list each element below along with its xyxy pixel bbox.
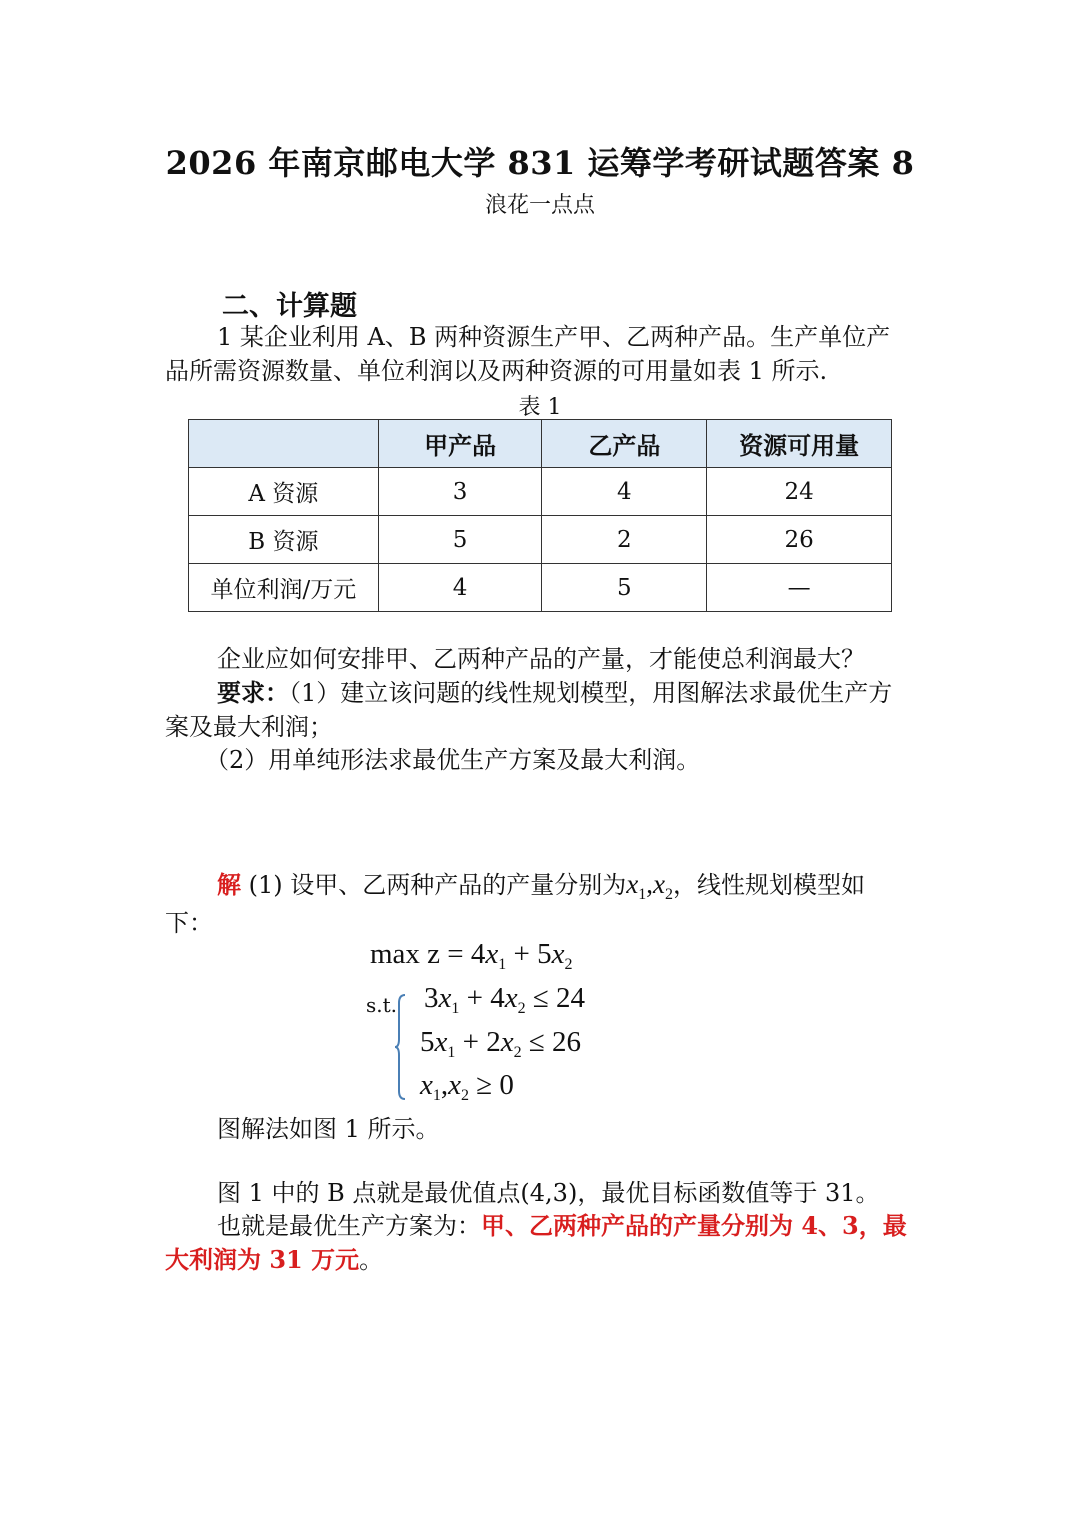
requirement-part-1a: （1）建立该问题的线性规划模型，用图解法求最优生产方: [289, 679, 893, 707]
plan-line-1: [217, 1209, 907, 1243]
constraint-brace: [393, 993, 407, 1101]
table-cell: 4: [378, 564, 542, 612]
table-row-label: 单位利润/万元: [189, 564, 379, 612]
requirement-part-2: （2）用单纯形法求最优生产方案及最大利润。: [205, 746, 701, 774]
table-cell: 26: [707, 516, 892, 564]
plan-highlight-b: 大利润为 31 万元: [165, 1245, 360, 1274]
table-cell: 3: [378, 468, 542, 516]
requirement-label: 要求：: [217, 678, 289, 707]
table-row-label: A 资源: [189, 468, 379, 516]
graph-note: 图解法如图 1 所示。: [217, 1115, 440, 1143]
problem-text-line-1: 1 某企业利用 A、B 两种资源生产甲、乙两种产品。生产单位产: [217, 323, 891, 351]
plan-end: 。: [359, 1246, 384, 1274]
plan-prefix: 也就是最优生产方案为：: [217, 1212, 481, 1240]
page-title: 2026 年南京邮电大学 831 运筹学考研试题答案 8: [165, 144, 915, 182]
table-cell: 2: [542, 516, 707, 564]
requirement-part-1b: 案及最大利润；: [165, 713, 333, 741]
table-cell: 4: [542, 468, 707, 516]
question-text: 企业应如何安排甲、乙两种产品的产量，才能使总利润最大？: [217, 645, 865, 673]
constraint-2: $5x_1 + 2x_2 \le 26$: [420, 1026, 582, 1061]
table-cell: 5: [378, 516, 542, 564]
result-line: 图 1 中的 B 点就是最优值点(4,3)，最优目标函数值等于 31。: [217, 1179, 880, 1207]
plan-highlight-a: 甲、乙两种产品的产量分别为 4、3，最: [481, 1211, 907, 1240]
author-subtitle: 浪花一点点: [484, 193, 595, 218]
constraint-1: $3x_1 + 4x_2 \le 24$: [424, 982, 586, 1017]
table-header-row: [189, 420, 892, 468]
solution-label: 解: [217, 870, 241, 899]
table-cell: 24: [707, 468, 892, 516]
table-caption: 表 1: [518, 395, 562, 420]
table-header-cell: [189, 420, 379, 468]
table-row: [189, 468, 892, 516]
st-label: s.t.: [366, 993, 398, 1017]
solution-intro-b: ，线性规划模型如: [672, 871, 865, 899]
table-row-label: B 资源: [189, 516, 379, 564]
table-header-cell: 资源可用量: [707, 420, 892, 468]
table-row: [189, 516, 892, 564]
table-header-cell: 甲产品: [378, 420, 542, 468]
section-heading: 二、计算题: [222, 291, 357, 322]
table-cell: —: [707, 564, 892, 612]
solution-variables: $x_1,x_2$: [626, 869, 673, 903]
plan-line-2: [165, 1243, 383, 1277]
resource-table: [188, 419, 892, 612]
solution-intro-a: (1) 设甲、乙两种产品的产量分别为: [241, 871, 627, 899]
constraint-nonnegativity: $x_1,x_2 \ge 0$: [420, 1069, 514, 1104]
problem-text-line-2: 品所需资源数量、单位利润以及两种资源的可用量如表 1 所示.: [165, 357, 828, 385]
solution-intro-line: [217, 867, 865, 912]
table-header-cell: 乙产品: [542, 420, 707, 468]
requirement-line-1: [217, 676, 892, 710]
table-row: [189, 564, 892, 612]
objective-function: $\max z = 4x_1 + 5x_2$: [370, 938, 573, 973]
solution-intro-c: 下：: [165, 909, 213, 937]
table-cell: 5: [542, 564, 707, 612]
